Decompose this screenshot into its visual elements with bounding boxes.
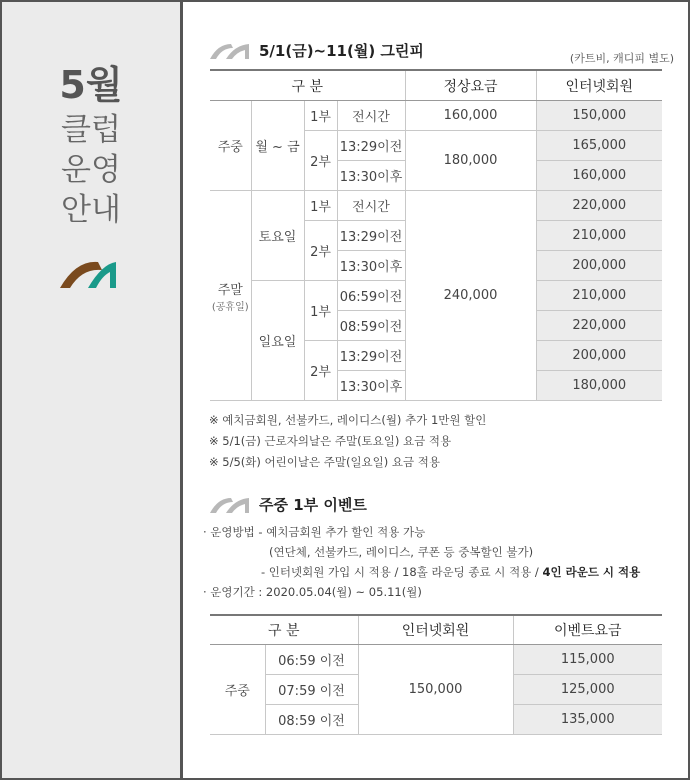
header-normal-price: 정상요금 [405, 70, 536, 101]
greenfee-header-row [210, 70, 662, 101]
internet-price: 220,000 [536, 191, 662, 221]
event-internet-price: 150,000 [358, 645, 513, 735]
internet-price: 210,000 [536, 281, 662, 311]
section-mark-icon [209, 42, 253, 60]
time-slot: 06:59 이전 [265, 645, 358, 675]
weekday-day-range: 월 ~ 금 [251, 101, 304, 191]
footnote: ※ 5/5(화) 어린이날은 주말(일요일) 요금 적용 [209, 455, 441, 469]
sat-all-time: 전시간 [337, 191, 405, 221]
section-mark-icon [209, 496, 253, 514]
internet-price: 160,000 [536, 161, 662, 191]
internet-price: 220,000 [536, 311, 662, 341]
event-price: 125,000 [513, 675, 662, 705]
sidebar-line-2: 운영 [61, 152, 121, 188]
footnotes [209, 410, 486, 473]
time-slot: 08:59 이전 [265, 705, 358, 735]
internet-price: 200,000 [536, 341, 662, 371]
sidebar-month: 5월 [59, 63, 123, 107]
time-slot: 13:29이전 [337, 131, 405, 161]
event-price: 135,000 [513, 705, 662, 735]
table-row [210, 101, 662, 131]
weekday-normal-price-part1: 160,000 [405, 101, 536, 131]
header-internet-price: 인터넷회원 [536, 70, 662, 101]
table-row [210, 645, 662, 675]
footnote: ※ 5/1(금) 근로자의날은 주말(토요일) 요금 적용 [209, 434, 452, 448]
weekday-part1: 1부 [304, 101, 337, 131]
internet-price: 150,000 [536, 101, 662, 131]
fee-note: (카트비, 캐디피 별도) [569, 52, 674, 65]
weekday-all-time: 전시간 [337, 101, 405, 131]
section2-title: 주중 1부 이벤트 [259, 496, 367, 514]
table-row [210, 191, 662, 221]
internet-price: 200,000 [536, 251, 662, 281]
weekday-label: 주중 [210, 101, 251, 191]
weekend-label-text: 주말 [217, 282, 243, 298]
event-table [210, 614, 662, 735]
header-category: 구 분 [210, 70, 405, 101]
section2-heading [209, 494, 367, 515]
event-details [203, 522, 640, 602]
event-price: 115,000 [513, 645, 662, 675]
time-slot: 13:29이전 [337, 341, 405, 371]
saturday-label: 토요일 [251, 191, 304, 281]
greenfee-table [210, 69, 662, 401]
weekend-normal-price: 240,000 [405, 191, 536, 401]
sidebar-line-3: 안내 [61, 192, 121, 228]
section1-heading [209, 40, 424, 61]
event-row-label: 주중 [210, 645, 265, 735]
time-slot: 13:30이후 [337, 371, 405, 401]
sidebar-line-1: 클럽 [61, 112, 121, 148]
event-rule-text: - 인터넷회원 가입 시 적용 / 18홀 라운딩 종료 시 적용 / [261, 565, 543, 579]
event-period: · 운영기간 : 2020.05.04(월) ~ 05.11(월) [203, 585, 422, 599]
time-slot: 13:30이후 [337, 251, 405, 281]
sidebar [2, 2, 183, 778]
internet-price: 210,000 [536, 221, 662, 251]
event-header-row [210, 615, 662, 645]
weekday-part2: 2부 [304, 131, 337, 191]
sat-part1: 1부 [304, 191, 337, 221]
sun-part2: 2부 [304, 341, 337, 401]
sunday-label: 일요일 [251, 281, 304, 401]
internet-price: 165,000 [536, 131, 662, 161]
time-slot: 07:59 이전 [265, 675, 358, 705]
internet-price: 180,000 [536, 371, 662, 401]
event-header-event-price: 이벤트요금 [513, 615, 662, 645]
event-method-sub: (연단체, 선불카드, 레이디스, 쿠폰 등 중복할인 불가) [269, 545, 534, 559]
section1-title: 5/1(금)~11(월) 그린피 [259, 42, 424, 60]
sun-part1: 1부 [304, 281, 337, 341]
time-slot: 13:30이후 [337, 161, 405, 191]
weekday-normal-price-part2: 180,000 [405, 131, 536, 191]
event-header-category: 구 분 [210, 615, 358, 645]
footnote: ※ 예치금회원, 선불카드, 레이디스(월) 추가 1만원 할인 [209, 413, 487, 427]
time-slot: 13:29이전 [337, 221, 405, 251]
event-header-internet: 인터넷회원 [358, 615, 513, 645]
event-rule-bold: 4인 라운드 시 적용 [542, 565, 641, 579]
event-method: · 운영방법 - 예치금회원 추가 할인 적용 가능 [203, 525, 426, 539]
time-slot: 06:59이전 [337, 281, 405, 311]
weekend-label [210, 191, 251, 401]
main-content [183, 2, 688, 778]
weekend-sublabel: (공휴일) [211, 301, 249, 313]
event-internet-rule [203, 562, 640, 582]
sat-part2: 2부 [304, 221, 337, 281]
time-slot: 08:59이전 [337, 311, 405, 341]
club-logo-icon [58, 258, 120, 290]
